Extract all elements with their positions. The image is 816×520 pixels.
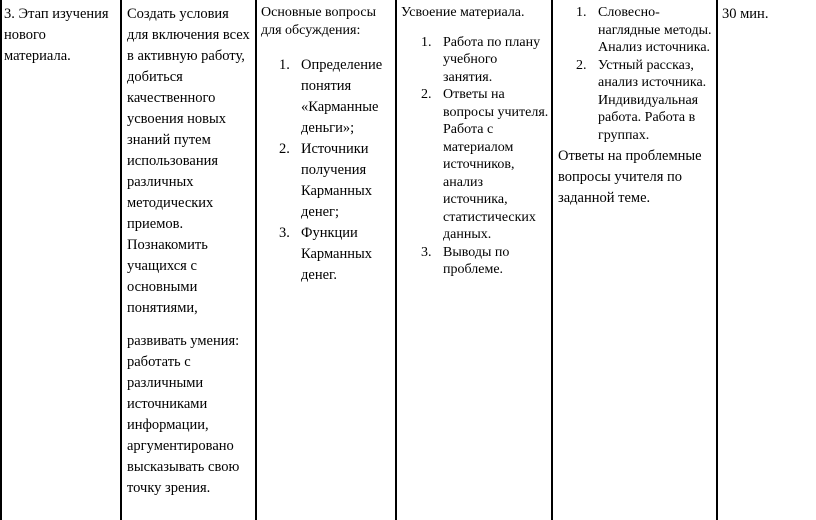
students-cell [401,4,549,279]
list-item: 2. Ответы на вопросы учителя. Работа с материалом источников, анализ источника, статистических данных. [421,87,549,242]
students-title: Усвоение материала. [401,5,525,20]
goals-text-1: Создать условия для включения всех в активную работу, добиться качественного усвоения новых знаний путем использования различных методических приемов. Познакомить учащихся с основными понятиями, [127,6,250,316]
stage-text: 3. Этап изучения нового материала. [4,6,109,64]
list-item: 2. Устный рассказ, анализ источника. Индивидуальная работа. Работа в группах. [576,57,707,143]
table-border-3 [395,0,397,520]
methods-cell [558,4,714,209]
questions-cell [261,4,393,286]
questions-intro: Основные вопросы для обсуждения: [261,5,377,38]
stage-cell [4,4,116,67]
goals-cell [127,4,253,499]
table-border-left [0,0,2,520]
methods-extra: Ответы на проблемные вопросы учителя по заданной теме. [558,148,702,206]
table-border-5 [716,0,718,520]
table-border-2 [255,0,257,520]
table-border-4 [551,0,553,520]
questions-list [279,55,393,286]
students-list [421,34,549,279]
time-text: 30 мин. [722,6,769,22]
list-item: 2. Источники получения Карманных денег; [279,141,372,220]
goals-text-2: развивать умения: работать с различными источниками информации, аргументировано высказывать свою точку зрения. [127,333,240,496]
list-item: 3. Выводы по проблеме. [421,244,510,277]
table-border-1 [120,0,122,520]
list-item: 3. Функции Карманных денег. [279,225,372,283]
list-item: 1. Словесно-наглядные методы. Анализ источника. [576,5,712,55]
time-cell [722,4,812,25]
list-item: 1. Работа по плану учебного занятия. [421,34,541,85]
list-item: 1. Определение понятия «Карманные деньги»; [279,57,383,136]
methods-list [576,4,714,144]
